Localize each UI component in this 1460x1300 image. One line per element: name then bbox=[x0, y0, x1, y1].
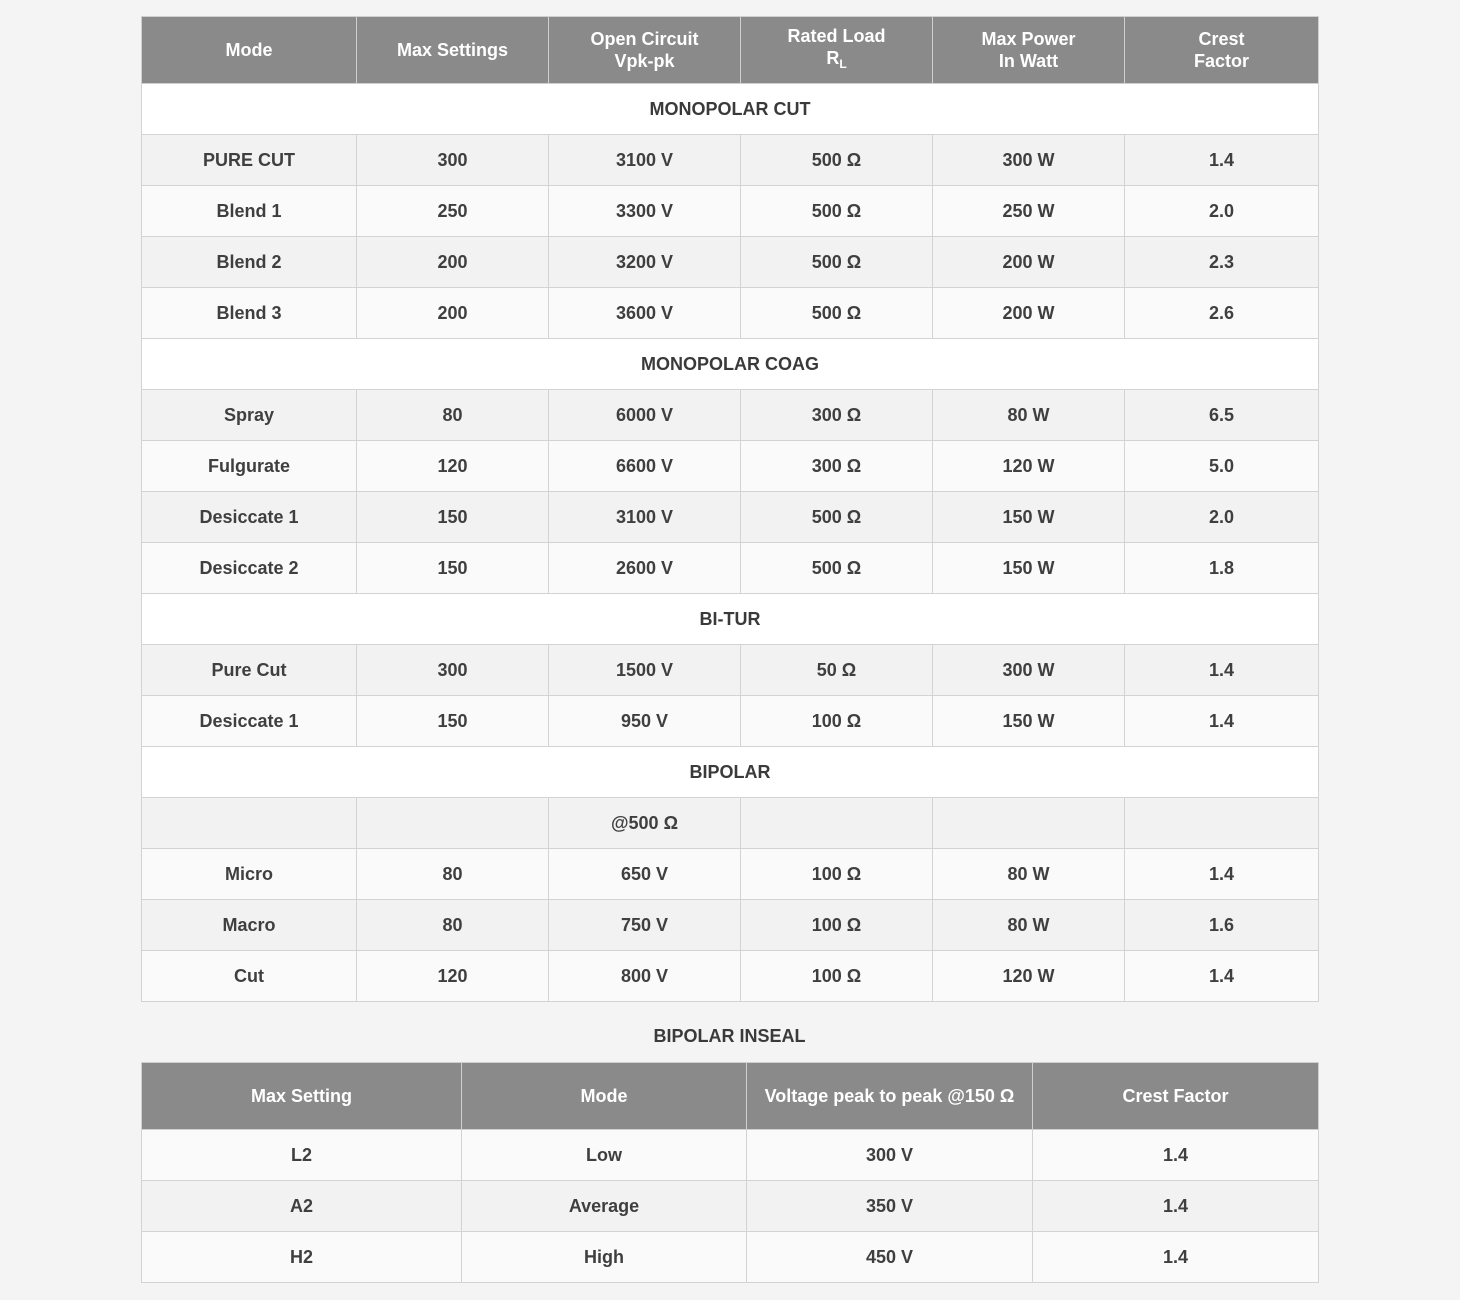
header-open-circuit-line2: Vpk-pk bbox=[614, 51, 675, 71]
cell-power: 80 W bbox=[933, 849, 1125, 900]
cell-mode: Spray bbox=[142, 390, 357, 441]
cell-crest: 1.6 bbox=[1125, 900, 1319, 951]
cell-load: 500 Ω bbox=[741, 288, 933, 339]
header-rated-load-symbol: R bbox=[826, 48, 840, 68]
table-row bbox=[142, 900, 1319, 951]
cell-load: 100 Ω bbox=[741, 696, 933, 747]
cell-voltage: 6600 V bbox=[549, 441, 741, 492]
header-rated-load-line1: Rated Load bbox=[787, 26, 886, 46]
cell-power: 250 W bbox=[933, 186, 1125, 237]
cell-mode: Macro bbox=[142, 900, 357, 951]
header-crest-factor bbox=[1125, 17, 1319, 84]
header-crest-line1: Crest bbox=[1198, 29, 1245, 49]
cell-load: 500 Ω bbox=[741, 492, 933, 543]
cell-mode: Blend 2 bbox=[142, 237, 357, 288]
bipolar-inseal-title: BIPOLAR INSEAL bbox=[653, 1026, 806, 1046]
cell-power: 80 W bbox=[933, 390, 1125, 441]
cell-empty bbox=[357, 798, 549, 849]
header-open-circuit-line1: Open Circuit bbox=[590, 29, 699, 49]
cell-max: 200 bbox=[357, 288, 549, 339]
cell-load: 300 Ω bbox=[741, 441, 933, 492]
cell-mode: Cut bbox=[142, 951, 357, 1002]
cell-setting: A2 bbox=[142, 1181, 462, 1232]
cell-max: 250 bbox=[357, 186, 549, 237]
inseal-table-header bbox=[142, 1063, 1319, 1130]
header-max-power-line2: In Watt bbox=[998, 51, 1059, 71]
table-row bbox=[142, 645, 1319, 696]
cell-crest: 1.4 bbox=[1125, 951, 1319, 1002]
cell-voltage: 3300 V bbox=[549, 186, 741, 237]
cell-voltage: 6000 V bbox=[549, 390, 741, 441]
cell-voltage: 450 V bbox=[747, 1232, 1033, 1283]
cell-crest: 1.4 bbox=[1125, 135, 1319, 186]
cell-power: 200 W bbox=[933, 237, 1125, 288]
table-row bbox=[142, 441, 1319, 492]
section-monopolar-coag: MONOPOLAR COAG bbox=[142, 339, 1319, 390]
cell-max: 80 bbox=[357, 849, 549, 900]
cell-crest: 2.0 bbox=[1125, 186, 1319, 237]
cell-load: 100 Ω bbox=[741, 900, 933, 951]
header-crest-line2: Factor bbox=[1193, 51, 1249, 71]
cell-power: 120 W bbox=[933, 441, 1125, 492]
cell-max: 80 bbox=[357, 900, 549, 951]
cell-crest: 1.4 bbox=[1125, 849, 1319, 900]
cell-mode: Pure Cut bbox=[142, 645, 357, 696]
spec-table-header bbox=[142, 17, 1319, 84]
table-row bbox=[142, 1181, 1319, 1232]
cell-mode: Blend 3 bbox=[142, 288, 357, 339]
header-max-power-line1: Max Power bbox=[981, 29, 1076, 49]
cell-voltage: 1500 V bbox=[549, 645, 741, 696]
cell-voltage: 3600 V bbox=[549, 288, 741, 339]
cell-mode: Desiccate 1 bbox=[142, 696, 357, 747]
cell-max: 120 bbox=[357, 441, 549, 492]
spec-table-body bbox=[142, 84, 1319, 1002]
cell-voltage: 2600 V bbox=[549, 543, 741, 594]
cell-load: 500 Ω bbox=[741, 135, 933, 186]
cell-load: 500 Ω bbox=[741, 543, 933, 594]
cell-mode: Desiccate 1 bbox=[142, 492, 357, 543]
header-open-circuit bbox=[549, 17, 741, 84]
section-bipolar: BIPOLAR bbox=[142, 747, 1319, 798]
cell-power: 80 W bbox=[933, 900, 1125, 951]
cell-max: 150 bbox=[357, 543, 549, 594]
table-row bbox=[142, 951, 1319, 1002]
cell-power: 150 W bbox=[933, 696, 1125, 747]
cell-voltage: 950 V bbox=[549, 696, 741, 747]
header-mode: Mode bbox=[462, 1063, 747, 1130]
cell-load: 50 Ω bbox=[741, 645, 933, 696]
cell-crest: 1.4 bbox=[1033, 1130, 1319, 1181]
cell-mode: Average bbox=[462, 1181, 747, 1232]
table-row bbox=[142, 492, 1319, 543]
header-max-power bbox=[933, 17, 1125, 84]
table-row bbox=[142, 237, 1319, 288]
table-row bbox=[142, 798, 1319, 849]
bipolar-inseal-table bbox=[141, 1062, 1319, 1283]
cell-crest: 1.8 bbox=[1125, 543, 1319, 594]
cell-setting: H2 bbox=[142, 1232, 462, 1283]
cell-max: 150 bbox=[357, 696, 549, 747]
cell-empty bbox=[933, 798, 1125, 849]
cell-empty bbox=[741, 798, 933, 849]
header-voltage: Voltage peak to peak @150 Ω bbox=[747, 1063, 1033, 1130]
cell-voltage: 3100 V bbox=[549, 492, 741, 543]
cell-crest: 1.4 bbox=[1125, 645, 1319, 696]
cell-max: 200 bbox=[357, 237, 549, 288]
cell-power: 150 W bbox=[933, 492, 1125, 543]
table-row bbox=[142, 543, 1319, 594]
header-mode: Mode bbox=[142, 17, 357, 84]
cell-crest: 1.4 bbox=[1125, 696, 1319, 747]
table-row bbox=[142, 1130, 1319, 1181]
section-bi-tur: BI-TUR bbox=[142, 594, 1319, 645]
table-row bbox=[142, 1232, 1319, 1283]
cell-mode: Micro bbox=[142, 849, 357, 900]
specification-table bbox=[141, 16, 1319, 1002]
cell-crest: 5.0 bbox=[1125, 441, 1319, 492]
cell-max: 300 bbox=[357, 645, 549, 696]
cell-setting: L2 bbox=[142, 1130, 462, 1181]
cell-power: 200 W bbox=[933, 288, 1125, 339]
cell-load: 500 Ω bbox=[741, 186, 933, 237]
cell-power: 300 W bbox=[933, 135, 1125, 186]
cell-voltage: 800 V bbox=[549, 951, 741, 1002]
cell-load: 300 Ω bbox=[741, 390, 933, 441]
cell-power: 120 W bbox=[933, 951, 1125, 1002]
cell-mode: High bbox=[462, 1232, 747, 1283]
header-rated-load-sub: L bbox=[839, 57, 847, 71]
table-row bbox=[142, 849, 1319, 900]
header-rated-load bbox=[741, 17, 933, 84]
header-max-setting: Max Setting bbox=[142, 1063, 462, 1130]
table-row bbox=[142, 186, 1319, 237]
cell-voltage: 650 V bbox=[549, 849, 741, 900]
cell-mode: PURE CUT bbox=[142, 135, 357, 186]
cell-crest: 2.6 bbox=[1125, 288, 1319, 339]
cell-voltage: 350 V bbox=[747, 1181, 1033, 1232]
cell-crest: 1.4 bbox=[1033, 1232, 1319, 1283]
cell-max: 150 bbox=[357, 492, 549, 543]
cell-crest: 1.4 bbox=[1033, 1181, 1319, 1232]
cell-mode: Desiccate 2 bbox=[142, 543, 357, 594]
cell-crest: 2.0 bbox=[1125, 492, 1319, 543]
section-monopolar-cut: MONOPOLAR CUT bbox=[142, 84, 1319, 135]
cell-voltage: 3100 V bbox=[549, 135, 741, 186]
cell-mode: Fulgurate bbox=[142, 441, 357, 492]
cell-mode: Blend 1 bbox=[142, 186, 357, 237]
header-crest-factor: Crest Factor bbox=[1033, 1063, 1319, 1130]
cell-load: 100 Ω bbox=[741, 849, 933, 900]
cell-max: 120 bbox=[357, 951, 549, 1002]
cell-empty bbox=[142, 798, 357, 849]
cell-empty bbox=[1125, 798, 1319, 849]
table-row bbox=[142, 390, 1319, 441]
cell-max: 300 bbox=[357, 135, 549, 186]
cell-crest: 2.3 bbox=[1125, 237, 1319, 288]
cell-max: 80 bbox=[357, 390, 549, 441]
cell-load: 100 Ω bbox=[741, 951, 933, 1002]
table-row bbox=[142, 696, 1319, 747]
cell-power: 300 W bbox=[933, 645, 1125, 696]
cell-power: 150 W bbox=[933, 543, 1125, 594]
table-row bbox=[142, 135, 1319, 186]
cell-bipolar-note: @500 Ω bbox=[549, 798, 741, 849]
cell-load: 500 Ω bbox=[741, 237, 933, 288]
cell-mode: Low bbox=[462, 1130, 747, 1181]
table-row bbox=[142, 288, 1319, 339]
cell-voltage: 750 V bbox=[549, 900, 741, 951]
cell-voltage: 3200 V bbox=[549, 237, 741, 288]
cell-crest: 6.5 bbox=[1125, 390, 1319, 441]
inseal-table-body bbox=[142, 1130, 1319, 1283]
cell-voltage: 300 V bbox=[747, 1130, 1033, 1181]
header-max-settings: Max Settings bbox=[357, 17, 549, 84]
